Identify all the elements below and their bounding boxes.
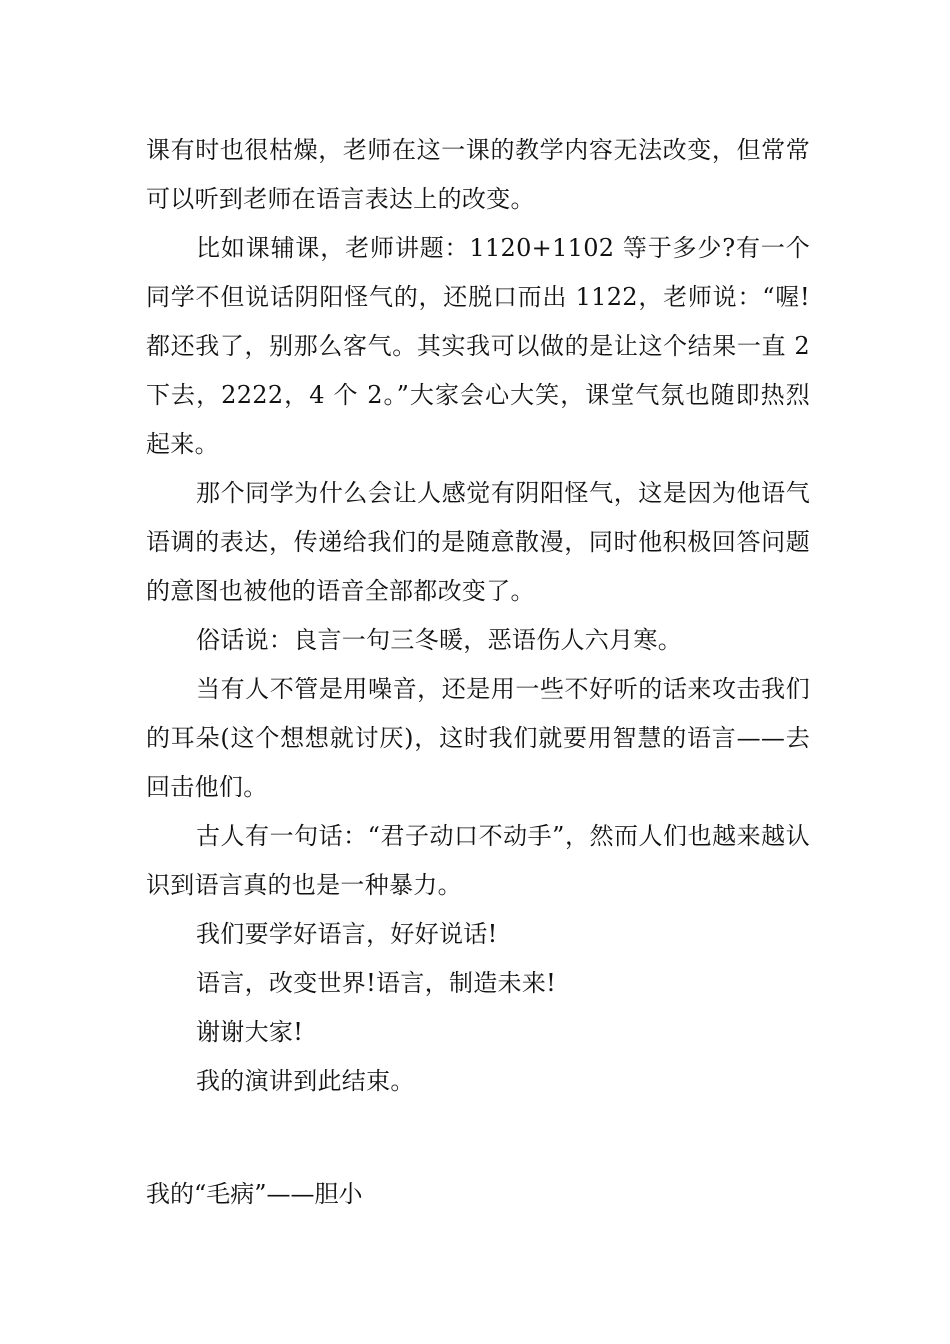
paragraph-closing: 我的演讲到此结束。 bbox=[196, 1067, 415, 1095]
paragraph-proverb: 俗话说：良言一句三冬暖，恶语伤人六月寒。 bbox=[196, 626, 682, 654]
paragraph-ancient-saying: 古人有一句话：“君子动口不动手”，然而人们也越来越认识到语言真的也是一种暴力。 bbox=[146, 822, 810, 899]
paragraph-continuation: 课有时也很枯燥，老师在这一课的教学内容无法改变，但常常可以听到老师在语言表达上的改变。 bbox=[146, 136, 810, 213]
paragraph-change-world: 语言，改变世界!语言，制造未来! bbox=[196, 969, 557, 997]
paragraph-wise-response: 当有人不管是用噪音，还是用一些不好听的话来攻击我们的耳朵(这个想想就讨厌)，这时我们就要用智慧的语言——去回击他们。 bbox=[146, 675, 810, 801]
paragraph-tone-explanation: 那个同学为什么会让人感觉有阴阳怪气，这是因为他语气语调的表达，传递给我们的是随意散漫，同时他积极回答问题的意图也被他的语音全部都改变了。 bbox=[146, 479, 810, 605]
section-title: 我的“毛病”——胆小 bbox=[146, 1180, 363, 1208]
paragraph-classroom-example: 比如课辅课，老师讲题：1120+1102 等于多少?有一个同学不但说话阴阳怪气的，还脱口而出 1122，老师说：“喔!都还我了，别那么客气。其实我可以做的是让这个结果一直 2 下去，2222，4 个 2。”大家会心大笑，课堂气氛也随即热烈起来。 bbox=[146, 234, 810, 458]
paragraph-thanks: 谢谢大家! bbox=[196, 1018, 304, 1046]
paragraph-learn-language: 我们要学好语言，好好说话! bbox=[196, 920, 498, 948]
document-body bbox=[146, 126, 810, 1106]
